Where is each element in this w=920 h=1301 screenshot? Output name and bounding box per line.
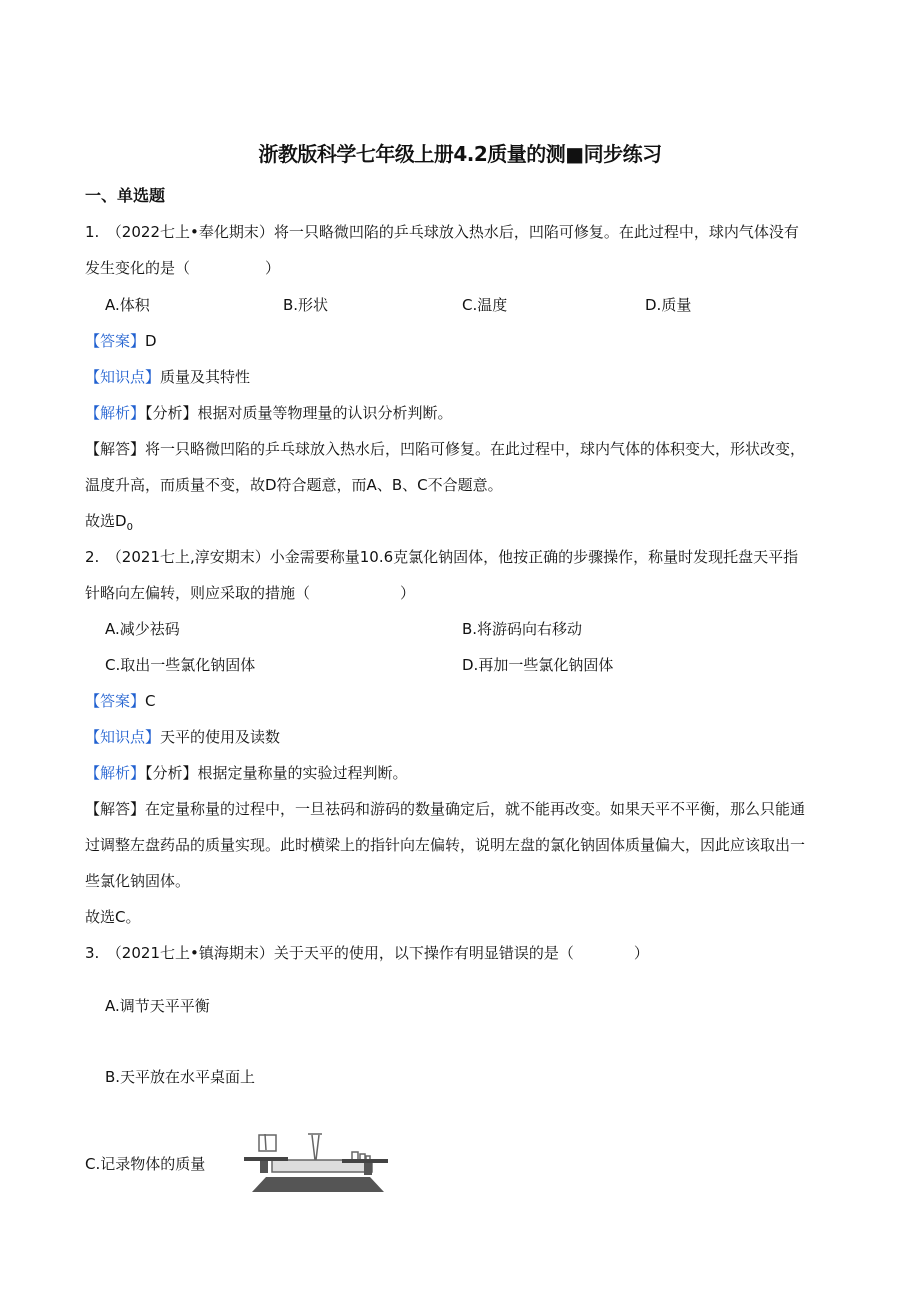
q3-stem: 3. （2021七上•镇海期末）关于天平的使用，以下操作有明显错误的是（ ）: [85, 944, 649, 962]
knowledge-value: 天平的使用及读数: [160, 728, 281, 746]
q1-option-d: D.质量: [645, 296, 692, 314]
balance-scale-image: [242, 1130, 392, 1196]
q2-option-a: A.减少祛码: [105, 620, 180, 638]
analysis-text: 【分析】根据对质量等物理量的认识分析判断。: [145, 404, 453, 422]
q1-solution-line2: 温度升高，而质量不变，故D符合题意，而A、B、C不合题意。: [85, 476, 503, 494]
q1-knowledge: [85, 367, 250, 387]
answer-value: D: [145, 332, 157, 350]
choice-text: 故选D: [85, 512, 127, 530]
q2-stem-line1: 2. （2021七上,淳安期末）小金需要称量10.6克氯化钠固体，他按正确的步骤操作，称量时发现托盘天平指: [85, 548, 799, 566]
q1-solution: [85, 439, 805, 459]
q3-option-c: C.记录物体的质量: [85, 1155, 206, 1173]
solution-label: 【解答】: [85, 440, 146, 458]
q2-stem-line2: 针略向左偏转，则应采取的措施（ ）: [85, 584, 416, 602]
analysis-text: 【分析】根据定量称量的实验过程判断。: [145, 764, 408, 782]
q2-solution-line2: 过调整左盘药品的质量实现。此时横梁上的指针向左偏转，说明左盘的氯化钠固体质量偏大，因此应该取出一: [85, 836, 806, 854]
q2-solution-line3: 些氯化钠固体。: [85, 872, 191, 890]
knowledge-value: 质量及其特性: [160, 368, 251, 386]
analysis-label: 【解析】: [85, 404, 146, 422]
q3-option-a: A.调节天平平衡: [105, 997, 210, 1015]
q1-stem-line2: 发生变化的是（ ）: [85, 259, 281, 277]
answer-label: 【答案】: [85, 332, 146, 350]
q2-analysis: [85, 763, 408, 783]
solution-text: 将一只略微凹陷的乒乓球放入热水后，凹陷可修复。在此过程中，球内气体的体积变大，形状改变，: [145, 440, 806, 458]
solution-text: 在定量称量的过程中，一旦祛码和游码的数量确定后，就不能再改变。如果天平不平衡，那么只能通: [145, 800, 806, 818]
knowledge-label: 【知识点】: [85, 728, 161, 746]
q2-option-d: D.再加一些氯化钠固体: [462, 656, 614, 674]
answer-label: 【答案】: [85, 692, 146, 710]
analysis-label: 【解析】: [85, 764, 146, 782]
q2-option-b: B.将游码向右移动: [462, 620, 583, 638]
q1-choice: [85, 511, 133, 538]
choice-subscript: 0: [126, 522, 133, 533]
q1-analysis: [85, 403, 453, 423]
q2-option-c: C.取出一些氯化钠固体: [105, 656, 256, 674]
q3-option-b: B.天平放在水平桌面上: [105, 1068, 256, 1086]
section-heading: 一、单选题: [85, 186, 166, 205]
q1-option-b: B.形状: [283, 296, 329, 314]
q1-stem-line1: 1. （2022七上•奉化期末）将一只略微凹陷的乒乓球放入热水后，凹陷可修复。在此过程中，球内气体没有: [85, 223, 799, 241]
knowledge-label: 【知识点】: [85, 368, 161, 386]
document-title: 浙教版科学七年级上册4.2质量的测■同步练习: [258, 142, 662, 166]
q1-option-c: C.温度: [462, 296, 508, 314]
q2-solution: [85, 799, 805, 819]
q2-choice: 故选C。: [85, 908, 141, 926]
q2-knowledge: [85, 727, 280, 747]
q2-answer: [85, 691, 156, 711]
answer-value: C: [145, 692, 156, 710]
q1-option-a: A.体积: [105, 296, 150, 314]
solution-label: 【解答】: [85, 800, 146, 818]
q1-answer: [85, 331, 157, 351]
